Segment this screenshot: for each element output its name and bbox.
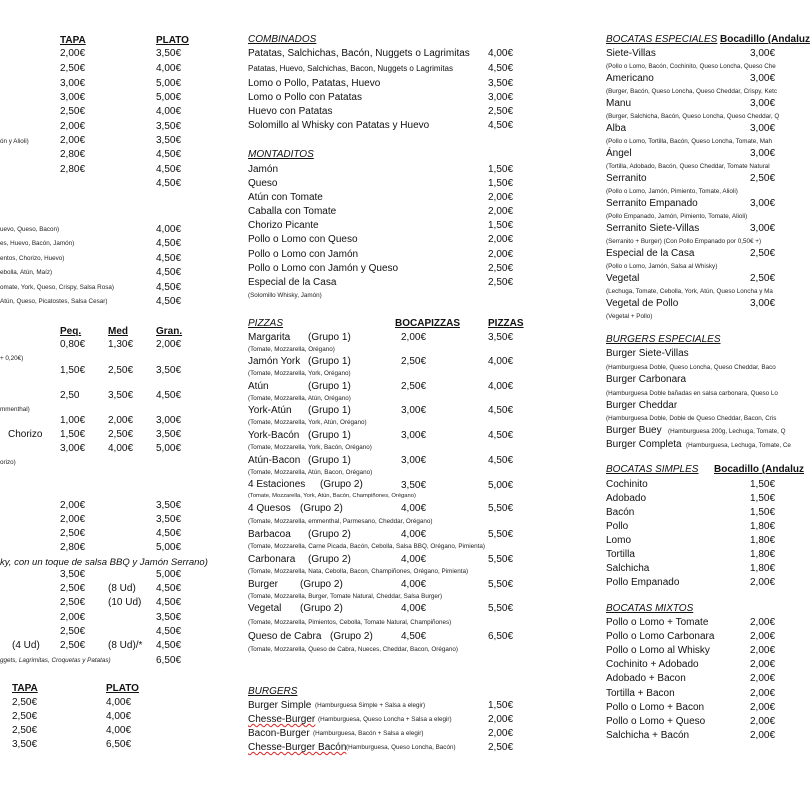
section-title-bocatas-especiales: BOCATAS ESPECIALES xyxy=(606,34,718,45)
price: 2,80€ xyxy=(60,542,86,553)
price: 4,00€ xyxy=(106,725,132,736)
price: 3,00€ xyxy=(60,92,86,103)
price: 3,50€ xyxy=(156,135,182,146)
price: 1,50€ xyxy=(750,507,776,518)
price: 3,50€ xyxy=(108,390,134,401)
price: 3,50€ xyxy=(156,500,182,511)
item-desc: (Pollo o Lomo, Bacón, Cochinito, Queso Loncha, Queso Che xyxy=(606,63,776,70)
item-name: Ángel xyxy=(606,148,632,159)
section-title-burgers: BURGERS xyxy=(248,686,298,697)
price: 2,00€ xyxy=(750,577,776,588)
section-title-combinados: COMBINADOS xyxy=(248,34,317,45)
item-desc: omate, York, Queso, Crispy, Salsa Rosa) xyxy=(0,284,114,291)
item-name: Tortilla + Bacon xyxy=(606,688,675,699)
price: 4,00€ xyxy=(108,443,134,454)
price: 3,00€ xyxy=(60,78,86,89)
item-name: Pollo o Lomo + Bacon xyxy=(606,702,705,713)
price: 1,50€ xyxy=(750,479,776,490)
price: 3,50€ xyxy=(156,365,182,376)
price: 2,00€ xyxy=(108,415,134,426)
price: 4,00€ xyxy=(488,381,514,392)
item-desc: (Hamburguesa, Bacón + Salsa a elegir) xyxy=(313,730,424,737)
item-name: Barbacoa xyxy=(248,529,291,540)
item-name: Pollo o Lomo con Jamón y Queso xyxy=(248,263,399,274)
price: 4,00€ xyxy=(401,579,427,590)
item-desc: (Tomate, Mozzarella, Atún, Orégano) xyxy=(248,395,351,402)
item-desc: es, Huevo, Bacón, Jamón) xyxy=(0,240,75,247)
bocadillo-header: Bocadillo (Andaluz xyxy=(714,464,804,475)
price: 4,50€ xyxy=(156,528,182,539)
item-desc: (Tortilla, Adobado, Bacón, Queso Cheddar, Tomate Natural xyxy=(606,163,770,170)
item-name: Atún-Bacon xyxy=(248,455,301,466)
price: 1,00€ xyxy=(60,415,86,426)
item-name: Americano xyxy=(606,73,654,84)
price: 3,00€ xyxy=(750,148,776,159)
item-name: Lomo o Pollo, Patatas, Huevo xyxy=(248,78,381,89)
price: 2,00€ xyxy=(401,332,427,343)
item-name: Pollo o Lomo al Whisky xyxy=(606,645,710,656)
price: 1,50€ xyxy=(488,700,514,711)
price: 2,00€ xyxy=(60,612,86,623)
price: 2,00€ xyxy=(750,645,776,656)
price: 2,50€ xyxy=(401,381,427,392)
item-desc: (Tomate, Mozzarella, Nata, Cebolla, Bacon, Champiñones, Orégano, Pimienta) xyxy=(248,568,469,575)
item-desc: (Solomillo Whisky, Jamón) xyxy=(248,292,322,299)
pizza-group: (Grupo 2) xyxy=(308,529,351,540)
price: 4,50€ xyxy=(488,120,514,131)
price: 1,80€ xyxy=(750,521,776,532)
price: 5,00€ xyxy=(156,92,182,103)
item-desc: ky, con un toque de salsa BBQ y Jamón Serrano) xyxy=(0,557,208,568)
pizza-group: (Grupo 1) xyxy=(308,356,351,367)
item-desc: uevo, Queso, Bacon) xyxy=(0,226,60,233)
item-name: Huevo con Patatas xyxy=(248,106,333,117)
price: 4,00€ xyxy=(156,224,182,235)
item-desc: (Tomate, Mozzarella, Queso de Cabra, Nueces, Cheddar, Bacon, Orégano) xyxy=(248,646,459,653)
item-name: Siete-Villas xyxy=(606,48,656,59)
item-desc: (Tomate, Mozzarella, York, Bacón, Orégano) xyxy=(248,444,372,451)
item-name: Cochinito xyxy=(606,479,648,490)
item-name: Bacon-Burger xyxy=(248,728,310,739)
item-desc: (Hamburguesa Doble bañadas en salsa carbonara, Queso Lo xyxy=(606,390,778,397)
price: 2,00€ xyxy=(750,659,776,670)
price: 2,50€ xyxy=(488,742,514,753)
item-name: Caballa con Tomate xyxy=(248,206,337,217)
price: 2,00€ xyxy=(488,714,514,725)
price: 6,50€ xyxy=(488,631,514,642)
item-name: York-Bacón xyxy=(248,430,300,441)
item-name: Lomo o Pollo con Patatas xyxy=(248,92,362,103)
price: 5,00€ xyxy=(488,480,514,491)
price: 4,50€ xyxy=(401,631,427,642)
item-name: Adobado xyxy=(606,493,647,504)
section-title-burgers-especiales: BURGERS ESPECIALES xyxy=(606,334,721,345)
price: 3,50€ xyxy=(401,480,427,491)
unit-count: (4 Ud) xyxy=(12,640,40,651)
price: 4,00€ xyxy=(156,106,182,117)
item-name: Manu xyxy=(606,98,632,109)
price: 4,00€ xyxy=(401,603,427,614)
item-name: Adobado + Bacon xyxy=(606,673,686,684)
price: 3,50€ xyxy=(156,429,182,440)
item-name: 4 Estaciones xyxy=(248,479,306,490)
price: 4,50€ xyxy=(156,626,182,637)
price: 3,50€ xyxy=(156,612,182,623)
item-name: Pollo Empanado xyxy=(606,577,680,588)
item-desc: (Burger, Bacón, Queso Loncha, Queso Cheddar, Crispy, Ketc xyxy=(606,88,778,95)
plato-header: PLATO xyxy=(156,35,189,46)
price: 2,80€ xyxy=(60,149,86,160)
price: 3,50€ xyxy=(488,78,514,89)
item-name: Serranito Siete-Villas xyxy=(606,223,700,234)
price: 3,00€ xyxy=(401,455,427,466)
item-name: Burger Cheddar xyxy=(606,400,678,411)
item-desc: + 0,20€) xyxy=(0,355,24,362)
price: 2,00€ xyxy=(60,135,86,146)
item-name: Serranito xyxy=(606,173,647,184)
item-name: Chesse-Burger Bacón xyxy=(248,742,347,753)
price: 2,50 xyxy=(60,390,80,401)
item-desc: (Hamburguesa Doble, Queso Loncha, Queso Cheddar, Baco xyxy=(606,364,776,371)
price: 3,00€ xyxy=(750,198,776,209)
item-name: Patatas, Salchichas, Bacón, Nuggets o Lagrimitas xyxy=(248,48,470,59)
item-name: Queso xyxy=(248,178,278,189)
item-name: Lomo xyxy=(606,535,632,546)
section-title-bocatas-mixtos: BOCATAS MIXTOS xyxy=(606,603,694,614)
price: 1,50€ xyxy=(488,220,514,231)
price: 6,50€ xyxy=(156,655,182,666)
price: 3,00€ xyxy=(750,98,776,109)
item-name: Margarita xyxy=(248,332,291,343)
price: 3,00€ xyxy=(401,430,427,441)
item-name: Solomillo al Whisky con Patatas y Huevo xyxy=(248,120,430,131)
price: 1,50€ xyxy=(750,493,776,504)
price: 2,50€ xyxy=(60,626,86,637)
price: 4,50€ xyxy=(156,583,182,594)
item-desc: (Serranito + Burger) (Con Pollo Empanado por 0,50€ +) xyxy=(606,238,762,245)
price: 2,50€ xyxy=(488,263,514,274)
price: 4,50€ xyxy=(156,640,182,651)
section-title-bocatas-simples: BOCATAS SIMPLES xyxy=(606,464,699,475)
price: 1,80€ xyxy=(750,563,776,574)
item-name: Bacón xyxy=(606,507,635,518)
item-name: Especial de la Casa xyxy=(606,248,695,259)
item-desc: orizo) xyxy=(0,459,16,466)
item-name: Pollo o Lomo + Queso xyxy=(606,716,706,727)
item-name: Burger Carbonara xyxy=(606,374,687,385)
price: 2,50€ xyxy=(60,106,86,117)
price: 3,00€ xyxy=(156,415,182,426)
section-title-pizzas: PIZZAS xyxy=(248,318,284,329)
price: 3,50€ xyxy=(60,569,86,580)
price: 4,00€ xyxy=(106,697,132,708)
price: 2,00€ xyxy=(750,673,776,684)
price: 3,50€ xyxy=(12,739,38,750)
item-name: Burger Simple xyxy=(248,700,312,711)
price: 4,50€ xyxy=(156,253,182,264)
price: 5,00€ xyxy=(156,78,182,89)
item-name: Pollo o Lomo con Jamón xyxy=(248,249,359,260)
price: 2,00€ xyxy=(488,249,514,260)
price: 5,00€ xyxy=(156,569,182,580)
price: 2,00€ xyxy=(488,234,514,245)
price: 2,00€ xyxy=(488,206,514,217)
pizza-group: (Grupo 1) xyxy=(308,430,351,441)
item-desc: (Vegetal + Pollo) xyxy=(606,313,653,320)
price: 2,00€ xyxy=(750,688,776,699)
item-name: Jamón xyxy=(248,164,279,175)
item-desc: (Burger, Salchicha, Bacón, Queso Loncha, Queso Cheddar, Q xyxy=(606,113,780,120)
price: 4,50€ xyxy=(488,63,514,74)
item-desc: (Tomate, Mozzarella, Burger, Tomate Natural, Cheddar, Salsa Burger) xyxy=(248,593,443,600)
pizzas-header: PIZZAS xyxy=(488,318,524,329)
item-name: Queso de Cabra xyxy=(248,631,322,642)
item-desc: (Tomate, Mozzarella, York, Atún, Orégano) xyxy=(248,419,367,426)
price: 3,00€ xyxy=(750,223,776,234)
item-desc: (Hamburguesa Simple + Salsa a elegir) xyxy=(315,702,426,709)
item-desc: ggets, Lagrimitas, Croquetas y Patatas) xyxy=(0,657,111,664)
price: 2,00€ xyxy=(750,702,776,713)
price: 4,50€ xyxy=(488,405,514,416)
price: 3,50€ xyxy=(156,514,182,525)
item-desc: (Tomate, Mozzarella, emmenthal, Parmesano, Cheddar, Orégano) xyxy=(248,518,433,525)
price: 4,50€ xyxy=(156,597,182,608)
price: 6,50€ xyxy=(106,739,132,750)
price: 3,00€ xyxy=(60,443,86,454)
price: 4,50€ xyxy=(156,390,182,401)
item-desc: (Hamburguesa, Queso Loncha, Bacón) xyxy=(346,744,456,751)
price: 4,00€ xyxy=(401,554,427,565)
item-name: Serranito Empanado xyxy=(606,198,698,209)
price: 5,50€ xyxy=(488,579,514,590)
item-desc: (Tomate, Mozzarella, Atún, Bacon, Orégano) xyxy=(248,469,373,476)
item-name: Vegetal xyxy=(606,273,640,284)
pizza-group: (Grupo 1) xyxy=(308,381,351,392)
item-name: Pollo o Lomo + Tomate xyxy=(606,617,709,628)
item-desc: (Pollo o Lomo, Tortilla, Bacón, Queso Loncha, Tomate, Mah xyxy=(606,138,773,145)
price: 2,00€ xyxy=(750,631,776,642)
price: 2,50€ xyxy=(12,711,38,722)
item-desc: (Lechuga, Tomate, Cebolla, York, Atún, Queso Loncha y Ma xyxy=(606,288,773,295)
item-name: Chesse-Burger xyxy=(248,714,316,725)
price: 2,00€ xyxy=(488,728,514,739)
price: 1,80€ xyxy=(750,535,776,546)
item-name: Atún con Tomate xyxy=(248,192,323,203)
pizza-group: (Grupo 1) xyxy=(308,332,351,343)
tapa-header: TAPA xyxy=(12,683,38,694)
price: 2,00€ xyxy=(750,617,776,628)
item-name: York-Atún xyxy=(248,405,292,416)
pizza-group: (Grupo 2) xyxy=(300,603,343,614)
price: 3,00€ xyxy=(750,73,776,84)
price: 4,50€ xyxy=(488,430,514,441)
item-name: Pollo xyxy=(606,521,629,532)
item-desc: (Pollo Empanado, Jamón, Pimiento, Tomate, Alioli) xyxy=(606,213,748,220)
price: 4,50€ xyxy=(156,149,182,160)
item-name: Chorizo Picante xyxy=(248,220,319,231)
price: 3,50€ xyxy=(156,121,182,132)
price: 4,00€ xyxy=(401,529,427,540)
item-desc: (Pollo o Lomo, Jamón, Salsa al Whisky) xyxy=(606,263,718,270)
price: 2,50€ xyxy=(750,248,776,259)
pizza-group: (Grupo 1) xyxy=(308,455,351,466)
price: 2,50€ xyxy=(60,583,86,594)
price: 2,00€ xyxy=(60,514,86,525)
pizza-group: (Grupo 1) xyxy=(308,405,351,416)
size-gran-header: Gran. xyxy=(156,326,183,337)
item-name: Carbonara xyxy=(248,554,296,565)
price: 3,00€ xyxy=(750,298,776,309)
pizza-group: (Grupo 2) xyxy=(308,554,351,565)
price: 2,50€ xyxy=(750,273,776,284)
price: 4,00€ xyxy=(401,503,427,514)
item-name: Atún xyxy=(248,381,269,392)
price: 5,50€ xyxy=(488,503,514,514)
item-name: Salchicha xyxy=(606,563,650,574)
item-name: Vegetal de Pollo xyxy=(606,298,679,309)
pizza-group: (Grupo 2) xyxy=(300,503,343,514)
price: 1,30€ xyxy=(108,339,134,350)
section-title-montaditos: MONTADITOS xyxy=(248,149,314,160)
bocadillo-header: Bocadillo (Andaluz xyxy=(720,34,810,45)
item-name: Pollo o Lomo con Queso xyxy=(248,234,358,245)
price: 2,50€ xyxy=(108,365,134,376)
item-name: Patatas, Huevo, Salchichas, Bacon, Nuggets o Lagrimitas xyxy=(248,64,453,73)
price: 3,00€ xyxy=(401,405,427,416)
price: 4,00€ xyxy=(488,356,514,367)
price: 2,00€ xyxy=(60,48,86,59)
price: 4,50€ xyxy=(156,164,182,175)
item-desc: (Hamburguesa, Lechuga, Tomate, Ce xyxy=(686,442,791,449)
size-med-header: Med xyxy=(108,326,128,337)
price: 4,50€ xyxy=(156,178,182,189)
item-desc: (Hamburguesa, Queso Loncha + Salsa a elegir) xyxy=(318,716,452,723)
item-desc: (Tomate, Mozzarella, Orégano) xyxy=(248,346,335,353)
price: 4,00€ xyxy=(106,711,132,722)
price: 5,50€ xyxy=(488,603,514,614)
price: 3,00€ xyxy=(750,48,776,59)
price: 5,50€ xyxy=(488,529,514,540)
price: 2,00€ xyxy=(750,716,776,727)
item-desc: (Pollo o Lomo, Jamón, Pimiento, Tomate, Alioli) xyxy=(606,188,738,195)
price: 3,00€ xyxy=(750,123,776,134)
pizza-group: (Grupo 2) xyxy=(300,579,343,590)
price: 2,50€ xyxy=(488,277,514,288)
price: 2,50€ xyxy=(60,640,86,651)
price: 4,50€ xyxy=(156,238,182,249)
price: 4,50€ xyxy=(156,282,182,293)
item-name: Tortilla xyxy=(606,549,635,560)
item-name: Especial de la Casa xyxy=(248,277,337,288)
item-name: 4 Quesos xyxy=(248,503,291,514)
price: 4,50€ xyxy=(488,455,514,466)
price: 2,00€ xyxy=(488,192,514,203)
price: 0,80€ xyxy=(60,339,86,350)
price: 2,50€ xyxy=(12,697,38,708)
price: 2,50€ xyxy=(750,173,776,184)
price: 3,00€ xyxy=(488,92,514,103)
item-name: Burger xyxy=(248,579,279,590)
item-desc: mmenthal) xyxy=(0,406,30,413)
item-name: Vegetal xyxy=(248,603,282,614)
price: 4,50€ xyxy=(156,267,182,278)
item-name: Jamón York xyxy=(248,356,301,367)
item-name: Chorizo xyxy=(8,429,43,440)
price: 2,50€ xyxy=(108,429,134,440)
price: 2,50€ xyxy=(488,106,514,117)
price: 2,80€ xyxy=(60,164,86,175)
price: 2,00€ xyxy=(156,339,182,350)
price: 2,50€ xyxy=(60,63,86,74)
item-desc: (Tomate, Mozzarella, York, Atún, Bacón, Champiñones, Orégano) xyxy=(248,493,416,499)
item-name: Pollo o Lomo Carbonara xyxy=(606,631,715,642)
item-desc: Atún, Queso, Picatostes, Salsa Cesar) xyxy=(0,298,108,305)
item-name: Cochinito + Adobado xyxy=(606,659,699,670)
unit-count: (8 Ud) xyxy=(108,583,136,594)
price: 1,50€ xyxy=(60,365,86,376)
size-peq-header: Peq. xyxy=(60,326,82,337)
price: 2,50€ xyxy=(60,597,86,608)
item-desc: ón y Alioli) xyxy=(0,138,29,145)
price: 4,00€ xyxy=(488,48,514,59)
price: 3,50€ xyxy=(488,332,514,343)
item-name: Burger Buey xyxy=(606,425,662,436)
item-desc: ebolla, Atún, Maíz) xyxy=(0,269,53,276)
price: 5,00€ xyxy=(156,542,182,553)
item-desc: (Hamburguesa 200g, Lechuga, Tomate, Q xyxy=(668,428,786,435)
item-name: Burger Completa xyxy=(606,439,682,450)
item-desc: entos, Chorizo, Huevo) xyxy=(0,255,65,262)
price: 2,00€ xyxy=(750,730,776,741)
item-desc: (Hamburguesa Doble, Doble de Queso Cheddar, Bacon, Cris xyxy=(606,415,777,422)
unit-count: (10 Ud) xyxy=(108,597,142,608)
price: 4,50€ xyxy=(156,296,182,307)
price: 5,00€ xyxy=(156,443,182,454)
item-desc: (Tomate, Mozzarella, York, Orégano) xyxy=(248,370,351,377)
price: 1,80€ xyxy=(750,549,776,560)
tapa-header: TAPA xyxy=(60,35,86,46)
price: 2,00€ xyxy=(60,121,86,132)
price: 2,00€ xyxy=(60,500,86,511)
price: 5,50€ xyxy=(488,554,514,565)
pizza-group: (Grupo 2) xyxy=(330,631,373,642)
price: 2,50€ xyxy=(401,356,427,367)
item-desc: (Tomate, Mozzarella, Carne Picada, Bacón, Cebolla, Salsa BBQ, Orégano, Pimienta) xyxy=(248,543,485,550)
price: 1,50€ xyxy=(488,164,514,175)
bocapizzas-header: BOCAPIZZAS xyxy=(395,318,460,329)
price: 4,00€ xyxy=(156,63,182,74)
plato-header: PLATO xyxy=(106,683,139,694)
unit-count: (8 Ud)/* xyxy=(108,640,143,651)
price: 3,50€ xyxy=(156,48,182,59)
item-name: Alba xyxy=(606,123,627,134)
price: 2,50€ xyxy=(12,725,38,736)
item-name: Salchicha + Bacón xyxy=(606,730,690,741)
item-name: Burger Siete-Villas xyxy=(606,348,689,359)
pizza-group: (Grupo 2) xyxy=(320,479,363,490)
price: 1,50€ xyxy=(488,178,514,189)
price: 2,50€ xyxy=(60,528,86,539)
item-desc: (Tomate, Mozzarella, Pimientos, Cebolla, Tomate Natural, Champiñones) xyxy=(248,619,452,626)
price: 1,50€ xyxy=(60,429,86,440)
